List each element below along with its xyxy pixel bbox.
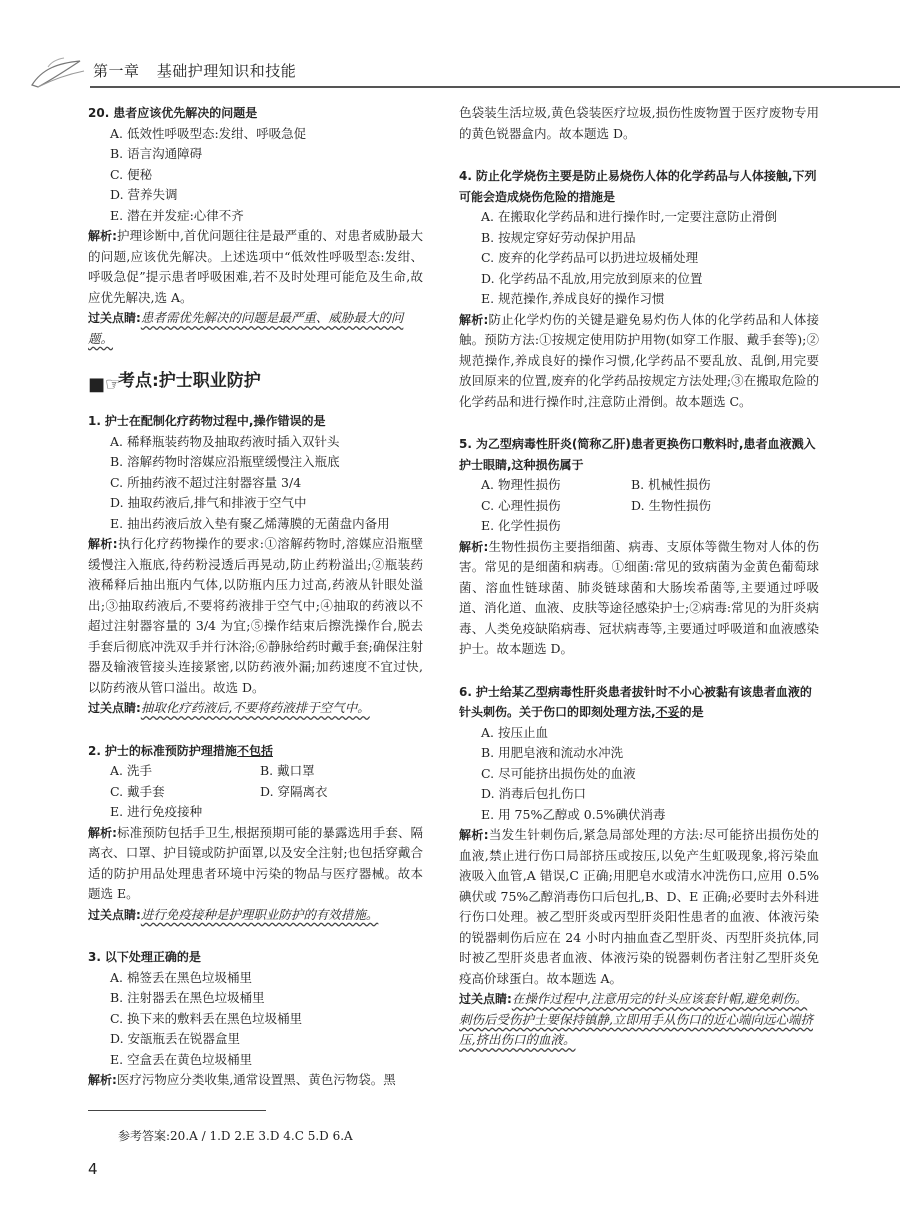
option: E. 规范操作,养成良好的操作习惯 (481, 291, 665, 306)
left-column (88, 103, 423, 1091)
option-row: A. 洗手 B. 戴口罩 (110, 763, 315, 778)
analysis: 解析:护理诊断中,首优问题往往是最严重的、对患者威胁最大的问题,应该优先解决。上述选项中“低效性呼吸型态:发绀、呼吸急促”提示患者呼吸困难,若不及时处理可能危及生命,故应优先解决,选 A。 (88, 228, 423, 305)
option: A. 棉签丢在黑色垃圾桶里 (110, 969, 252, 985)
chapter-heading (93, 60, 308, 81)
option: B. 注射器丢在黑色垃圾桶里 (110, 990, 265, 1005)
option: E. 用 75%乙醇或 0.5%碘伏消毒 (481, 806, 666, 822)
option: E. 抽出药液后放入垫有聚乙烯薄膜的无菌盘内备用 (110, 515, 390, 531)
option: B. 语言沟通障碍 (110, 146, 203, 161)
option: A. 按压止血 (481, 724, 548, 740)
option: A. 稀释瓶装药物及抽取药液时插入双针头 (110, 433, 340, 449)
option: D. 营养失调 (110, 187, 178, 202)
right-column (459, 103, 819, 1055)
option-row: A. 物理性损伤 B. 机械性损伤 (481, 477, 711, 492)
option: D. 安瓿瓶丢在锐器盒里 (110, 1031, 241, 1046)
option: D. 抽取药液后,排气和排液于空气中 (110, 495, 307, 510)
option: C. 废弃的化学药品可以扔进垃圾桶处理 (481, 250, 699, 265)
question-1-stem: 1. 护士在配制化疗药物过程中,操作错误的是 (88, 414, 326, 428)
chapter-title: 基础护理知识和技能 (156, 62, 297, 80)
option: E. 化学性损伤 (481, 518, 561, 533)
analysis: 解析:执行化疗药物操作的要求:①溶解药物时,溶媒应沿瓶壁缓慢注入瓶底,待药粉浸透后再晃动,防止药粉溢出;②瓶装药液稀释后抽出瓶内气体,以防瓶内压力过高,药液从针眼处溢出;③抽取药液后,不要将药液排于空气中;④抽取的药液以不超过注射器容量的 3/4 为宜;⑤操作结束后擦洗操作台,脱去手套后彻底冲洗双手并行沐浴;⑥静脉给药时戴手套;确保注射器及输液管接头连接紧密,以防药液外漏;加药速度不宜过快,以防药液从管口溢出。故选 D。 (88, 536, 423, 695)
option: B. 按规定穿好劳动保护用品 (481, 229, 636, 245)
analysis: 解析:当发生针刺伤后,紧急局部处理的方法:尽可能挤出损伤处的血液,禁止进行伤口局部挤压或按压,以免产生虹吸现象,将污染血液吸入血管,A 错误,C 正确;用肥皂水或清水冲洗伤口,应用 0.5%碘伏或 75%乙醇消毒伤口后包扎,B、D、E 正确;必要时去外科进行伤口处理。被乙型肝炎或丙型肝炎阳性患者的血液、体液污染的锐器刺伤后应在 24 小时内抽血查乙型肝炎、丙型肝炎抗体,同时被乙型肝炎患者血液、体液污染的锐器刺伤者注射乙型肝炎免疫高价球蛋白。故本题选 A。 (459, 827, 819, 986)
answer-key: 参考答案:20.A / 1.D 2.E 3.D 4.C 5.D 6.A (118, 1129, 353, 1143)
option: A. 在搬取化学药品和进行操作时,一定要注意防止滑倒 (481, 209, 777, 224)
option: C. 尽可能挤出损伤处的血液 (481, 765, 636, 781)
section-title: 考点:护士职业防护 (118, 371, 261, 391)
book-logo-icon (28, 55, 90, 91)
option: E. 进行免疫接种 (110, 804, 203, 819)
analysis-continued: 色袋装生活垃圾,黄色袋装医疗垃圾,损伤性废物置于医疗废物专用的黄色锐器盒内。故本题选 D。 (459, 105, 819, 141)
question-2-stem: 2. 护士的标准预防护理措施不包括 (88, 743, 273, 758)
option: C. 换下来的敷料丢在黑色垃圾桶里 (110, 1010, 303, 1026)
question-6-stem: 6. 护士给某乙型病毒性肝炎患者拔针时不小心被黏有该患者血液的针头刺伤。关于伤口的即刻处理方法,不妥的是 (459, 684, 812, 719)
analysis: 解析:标准预防包括手卫生,根据预期可能的暴露选用手套、隔离衣、口罩、护目镜或防护面罩,以及安全注射;也包括穿戴合适的防护用品处理患者环境中污染的物品与医疗器械。故本题选 E。 (88, 824, 423, 901)
pointing-hand-icon: ■☞ (88, 374, 122, 395)
footnote-divider (88, 1110, 266, 1111)
option: D. 消毒后包扎伤口 (481, 786, 587, 801)
key-point: 过关点睛:抽取化疗药液后,不要将药液排于空气中。 (88, 700, 370, 715)
option: D. 化学药品不乱放,用完放到原来的位置 (481, 270, 703, 286)
option-row: C. 戴手套 D. 穿隔离衣 (110, 783, 328, 799)
option: E. 空盒丢在黄色垃圾桶里 (110, 1051, 253, 1067)
analysis: 解析:防止化学灼伤的关键是避免易灼伤人体的化学药品和人体接触。预防方法:①按规定使用防护用物(如穿工作服、戴手套等);②规范操作,养成良好的操作习惯,化学药品不要乱放、乱倒,用完要放回原来的位置,废弃的化学药品按规定方法处理;③在搬取危险的化学药品和进行操作时,注意防止滑倒。故本题选 C。 (459, 311, 819, 409)
option: B. 用肥皂液和流动水冲洗 (481, 745, 624, 760)
analysis: 解析:生物性损伤主要指细菌、病毒、支原体等微生物对人体的伤害。常见的是细菌和病毒。①细菌:常见的致病菌为金黄色葡萄球菌、溶血性链球菌、肺炎链球菌和大肠埃希菌等,主要通过呼吸道、消化道、血液、皮肤等途径感染护士;②病毒:常见的为肝炎病毒、人类免疫缺陷病毒、冠状病毒等,主要通过呼吸道和血液感染护士。故本题选 D。 (459, 538, 819, 656)
key-point: 过关点睛:在操作过程中,注意用完的针头应该套针帽,避免刺伤。刺伤后受伤护士要保持镇静,立即用手从伤口的近心端向远心端挤压,挤出伤口的血液。 (459, 991, 813, 1047)
section-heading (88, 371, 423, 397)
question-20-stem: 20. 患者应该优先解决的问题是 (88, 106, 258, 120)
question-5-stem: 5. 为乙型病毒性肝炎(简称乙肝)患者更换伤口敷料时,患者血液溅入护士眼睛,这种损伤属于 (459, 437, 816, 472)
key-point: 过关点睛:进行免疫接种是护理职业防护的有效措施。 (88, 906, 379, 922)
page-header (0, 0, 900, 95)
option: A. 低效性呼吸型态:发绀、呼吸急促 (110, 125, 307, 141)
page-number: 4 (88, 1160, 98, 1178)
analysis: 解析:医疗污物应分类收集,通常设置黑、黄色污物袋。黑 (88, 1072, 396, 1087)
header-divider (90, 86, 900, 88)
option: C. 所抽药液不超过注射器容量 3/4 (110, 474, 302, 490)
key-point: 过关点睛:患者需优先解决的问题是最严重、威胁最大的问题。 (88, 310, 404, 346)
option: C. 便秘 (110, 166, 153, 182)
option: E. 潜在并发症:心律不齐 (110, 207, 244, 223)
chapter-number: 第一章 (93, 62, 140, 80)
option: B. 溶解药物时溶媒应沿瓶壁缓慢注入瓶底 (110, 454, 340, 469)
option-row: C. 心理性损伤 D. 生物性损伤 (481, 497, 712, 513)
question-3-stem: 3. 以下处理正确的是 (88, 950, 201, 964)
question-4-stem: 4. 防止化学烧伤主要是防止易烧伤人体的化学药品与人体接触,下列可能会造成烧伤危险的措施是 (459, 169, 817, 204)
